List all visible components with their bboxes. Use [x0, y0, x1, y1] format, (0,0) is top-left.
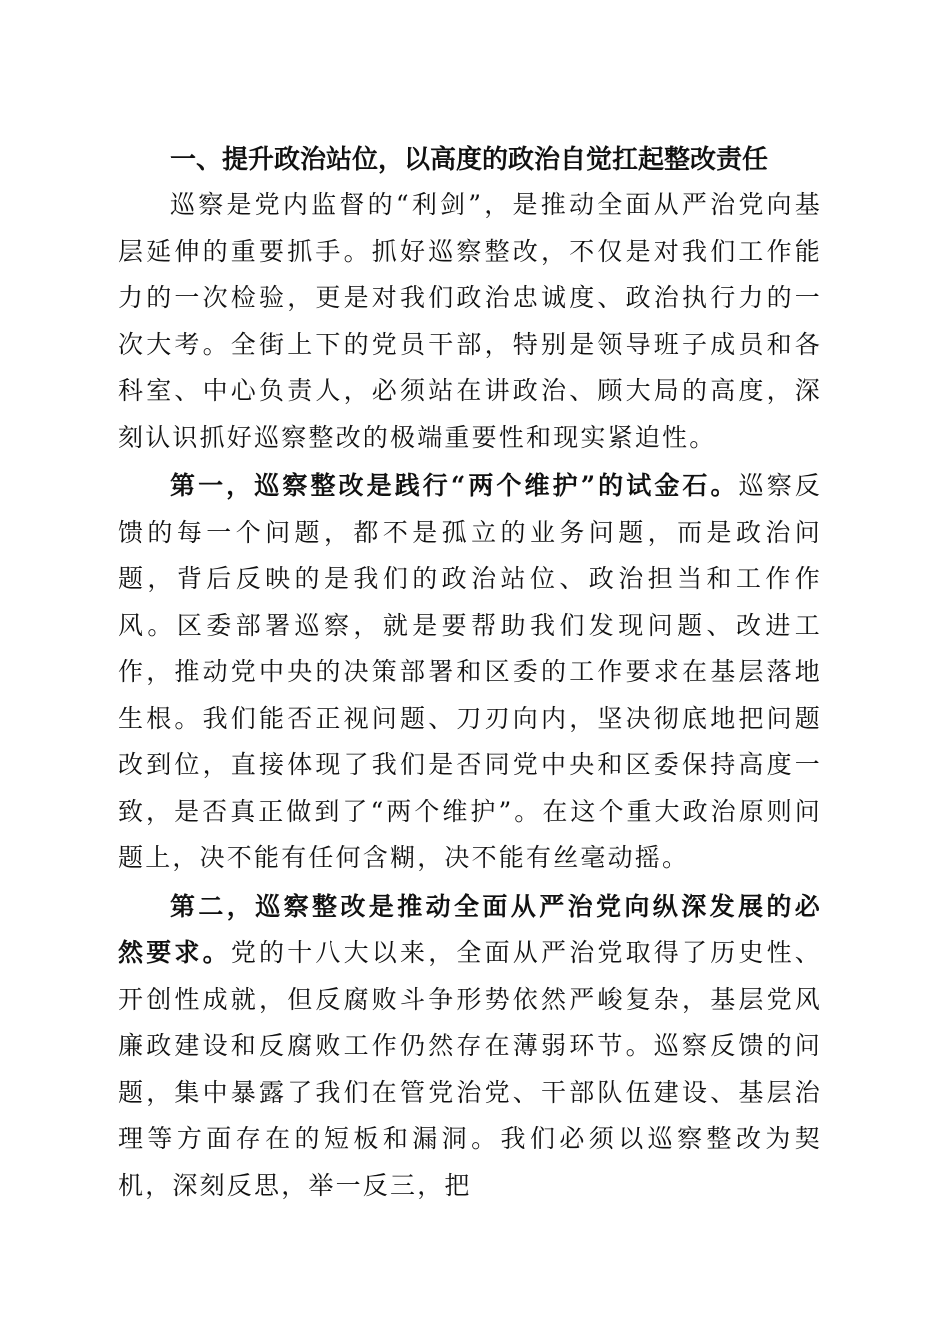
document-body — [118, 140, 822, 1209]
paragraph-first — [118, 463, 822, 882]
paragraph-text: 党的十八大以来，全面从严治党取得了历史性、开创性成就，但反腐败斗争形势依然严峻复杂，基层党风廉政建设和反腐败工作仍然存在薄弱环节。巡察反馈的问题，集中暴露了我们在管党治党、干部队伍建设、基层治理等方面存在的短板和漏洞。我们必须以巡察整改为契机，深刻反思，举一反三，把 — [118, 938, 823, 1200]
paragraph-text: 巡察是党内监督的“利剑”，是推动全面从严治党向基层延伸的重要抓手。抓好巡察整改，不仅是对我们工作能力的一次检验，更是对我们政治忠诚度、政治执行力的一次大考。全街上下的党员干部，特别是领导班子成员和各科室、中心负责人，必须站在讲政治、顾大局的高度，深刻认识抓好巡察整改的极端重要性和现实紧迫性。 — [118, 190, 822, 452]
paragraph-intro — [118, 182, 822, 461]
paragraph-text: 巡察反馈的每一个问题，都不是孤立的业务问题，而是政治问题，背后反映的是我们的政治站位、政治担当和工作作风。区委部署巡察，就是要帮助我们发现问题、改进工作，推动党中央的决策部署和区委的工作要求在基层落地生根。我们能否正视问题、刀刃向内，坚决彻底地把问题改到位，直接体现了我们是否同党中央和区委保持高度一致，是否真正做到了“两个维护”。在这个重大政治原则问题上，决不能有任何含糊，决不能有丝毫动摇。 — [118, 471, 822, 872]
paragraph-second — [118, 884, 822, 1210]
section-heading: 一、提升政治站位，以高度的政治自觉扛起整改责任 — [170, 145, 769, 175]
paragraph-lead: 第二，巡察整改是推动全面从严治党向纵深发展的必然要求。 — [118, 891, 822, 967]
paragraph-lead: 第一，巡察整改是践行“两个维护”的试金石。 — [170, 471, 739, 500]
